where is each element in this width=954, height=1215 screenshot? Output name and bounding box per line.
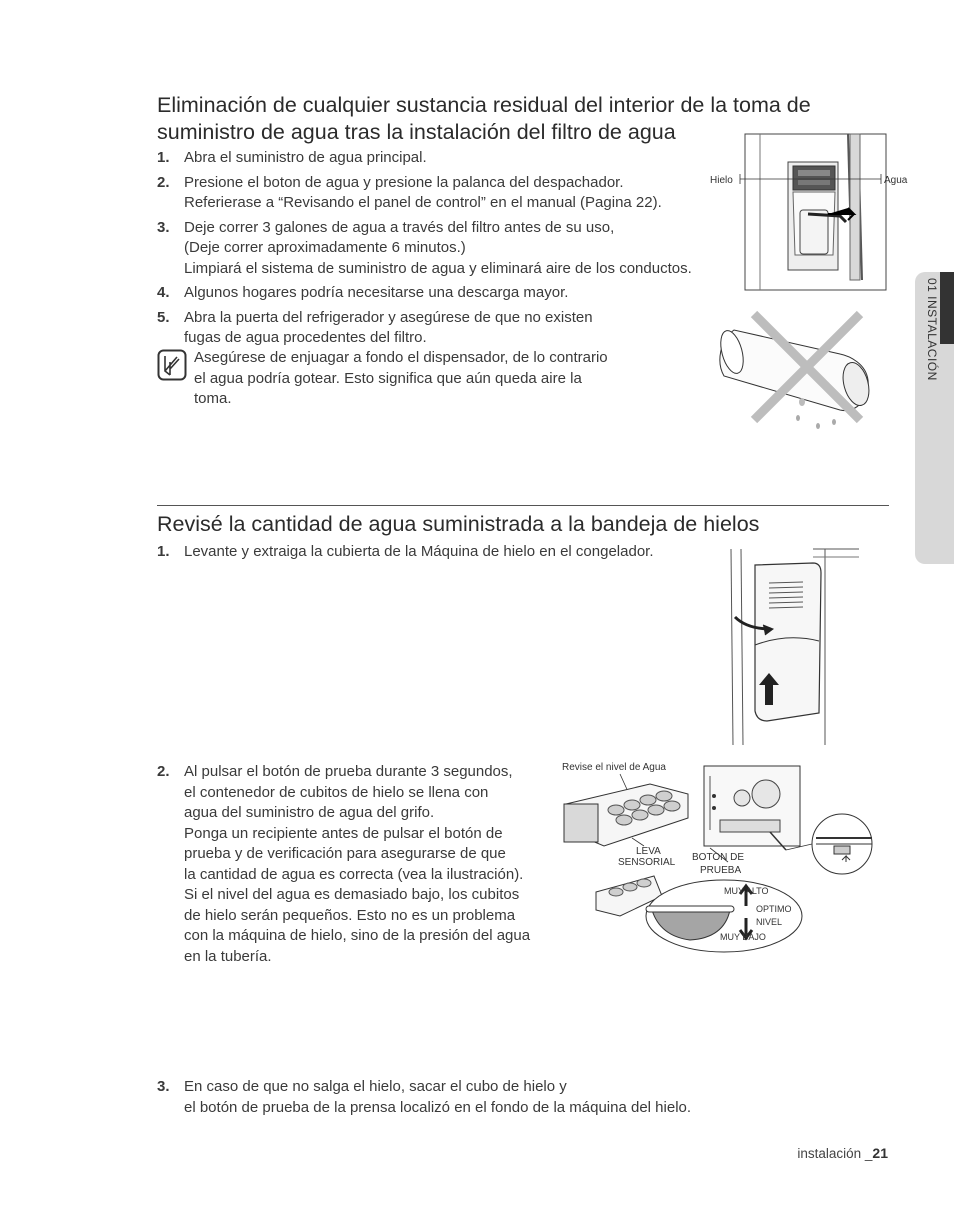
list-item [157,218,747,280]
list-item [157,762,567,967]
list-item [157,148,747,169]
step-text: prueba y de verificación para asegurarse de que [184,845,506,862]
step-text: Al pulsar el botón de prueba durante 3 segundos, [184,763,513,780]
step-number: 3. [157,218,170,236]
label-check-water-level: Revise el nivel de Agua [562,762,666,773]
step-text: Ponga un recipiente antes de pulsar el botón de [184,824,503,842]
footer-section: instalación _ [797,1146,873,1161]
note-text [194,348,664,410]
step-number: 1. [157,543,170,560]
step-text: el contenedor de cubitos de hielo se llena con [184,783,489,801]
list-item [157,173,747,214]
filter-leak-illustration [710,310,890,438]
step-text: en la tubería. [184,947,272,965]
step-text: Abra la puerta del refrigerador y asegúrese de que no existen [184,308,593,326]
step-text: En caso de que no salga el hielo, sacar el cubo de hielo y [184,1078,567,1095]
label-optimal: NIVEL [756,917,783,927]
step-number: 4. [157,284,170,301]
chapter-tab-marker [940,272,954,344]
label-optimal: OPTIMO [756,904,792,914]
list-item [157,1077,807,1118]
step-text: Levante y extraiga la cubierta de la Máquina de hielo en el congelador. [184,543,654,560]
section2-step3 [157,1077,807,1122]
step-text: Si el nivel del agua es demasiado bajo, los cubitos [184,886,520,903]
label-very-low: MUY BAJO [720,932,766,942]
step-text: (Deje correr aproximadamente 6 minutos.) [184,239,466,256]
note-line: el agua podría gotear. Esto significa que aún queda aire la [194,369,582,387]
step-text: Abra el suministro de agua principal. [184,149,427,166]
label-ice: Hielo [710,175,733,186]
section1-title-line1: Eliminación de cualquier sustancia residual del interior de la toma de [157,93,811,117]
note-icon [157,349,187,381]
label-cam: SENSORIAL [618,857,676,868]
section1-title-line2: suministro de agua tras la instalación del filtro de agua [157,120,676,144]
step-text: Deje correr 3 galones de agua a través del filtro antes de su uso, [184,218,615,236]
dispenser-illustration [700,130,890,292]
list-item [157,308,747,349]
step-text: con la máquina de hielo, sino de la presión del agua [184,927,531,944]
step-number: 2. [157,173,170,191]
label-test-button: PRUEBA [700,865,742,876]
label-water: Agua [884,175,908,186]
list-item [157,283,747,304]
note-line: Asegúrese de enjuagar a fondo el dispensador, de lo contrario [194,349,608,366]
page-footer [797,1145,888,1161]
step-text: de hielo serán pequeños. Esto no es un problema [184,906,516,924]
section2-title: Revisé la cantidad de agua suministrada a la bandeja de hielos [157,512,760,536]
step-text: el botón de prueba de la prensa localizó en el fondo de la máquina del hielo. [184,1098,692,1116]
section-divider [157,505,889,506]
note-line: toma. [194,390,232,407]
step-number: 2. [157,763,170,780]
section1-steps [157,148,747,353]
step-number: 1. [157,149,170,166]
step-number: 5. [157,308,170,326]
label-very-high: MUY ALTO [724,886,769,896]
step-text: agua del suministro de agua del grifo. [184,804,435,821]
step-text: Algunos hogares podría necesitarse una descarga mayor. [184,284,569,301]
section2-step2 [157,762,567,971]
step-text: fugas de agua procedentes del filtro. [184,329,427,346]
step-text: Limpiará el sistema de suministro de agua y eliminará aire de los conductos. [184,259,692,277]
list-item [157,542,717,563]
page-number: 21 [872,1145,888,1161]
chapter-tab-label: 01 INSTALACIÓN [925,278,939,381]
step-number: 3. [157,1078,170,1095]
step-text: la cantidad de agua es correcta (vea la ilustración). [184,865,524,883]
step-text: Referierase a “Revisando el panel de control” en el manual (Pagina 22). [184,194,662,211]
ice-maker-cover-illustration [727,545,861,747]
label-cam: LEVA [636,846,661,857]
step-text: Presione el boton de agua y presione la palanca del despachador. [184,173,624,191]
section2-step1 [157,542,717,567]
label-test-button: BOTON DE [692,852,745,863]
